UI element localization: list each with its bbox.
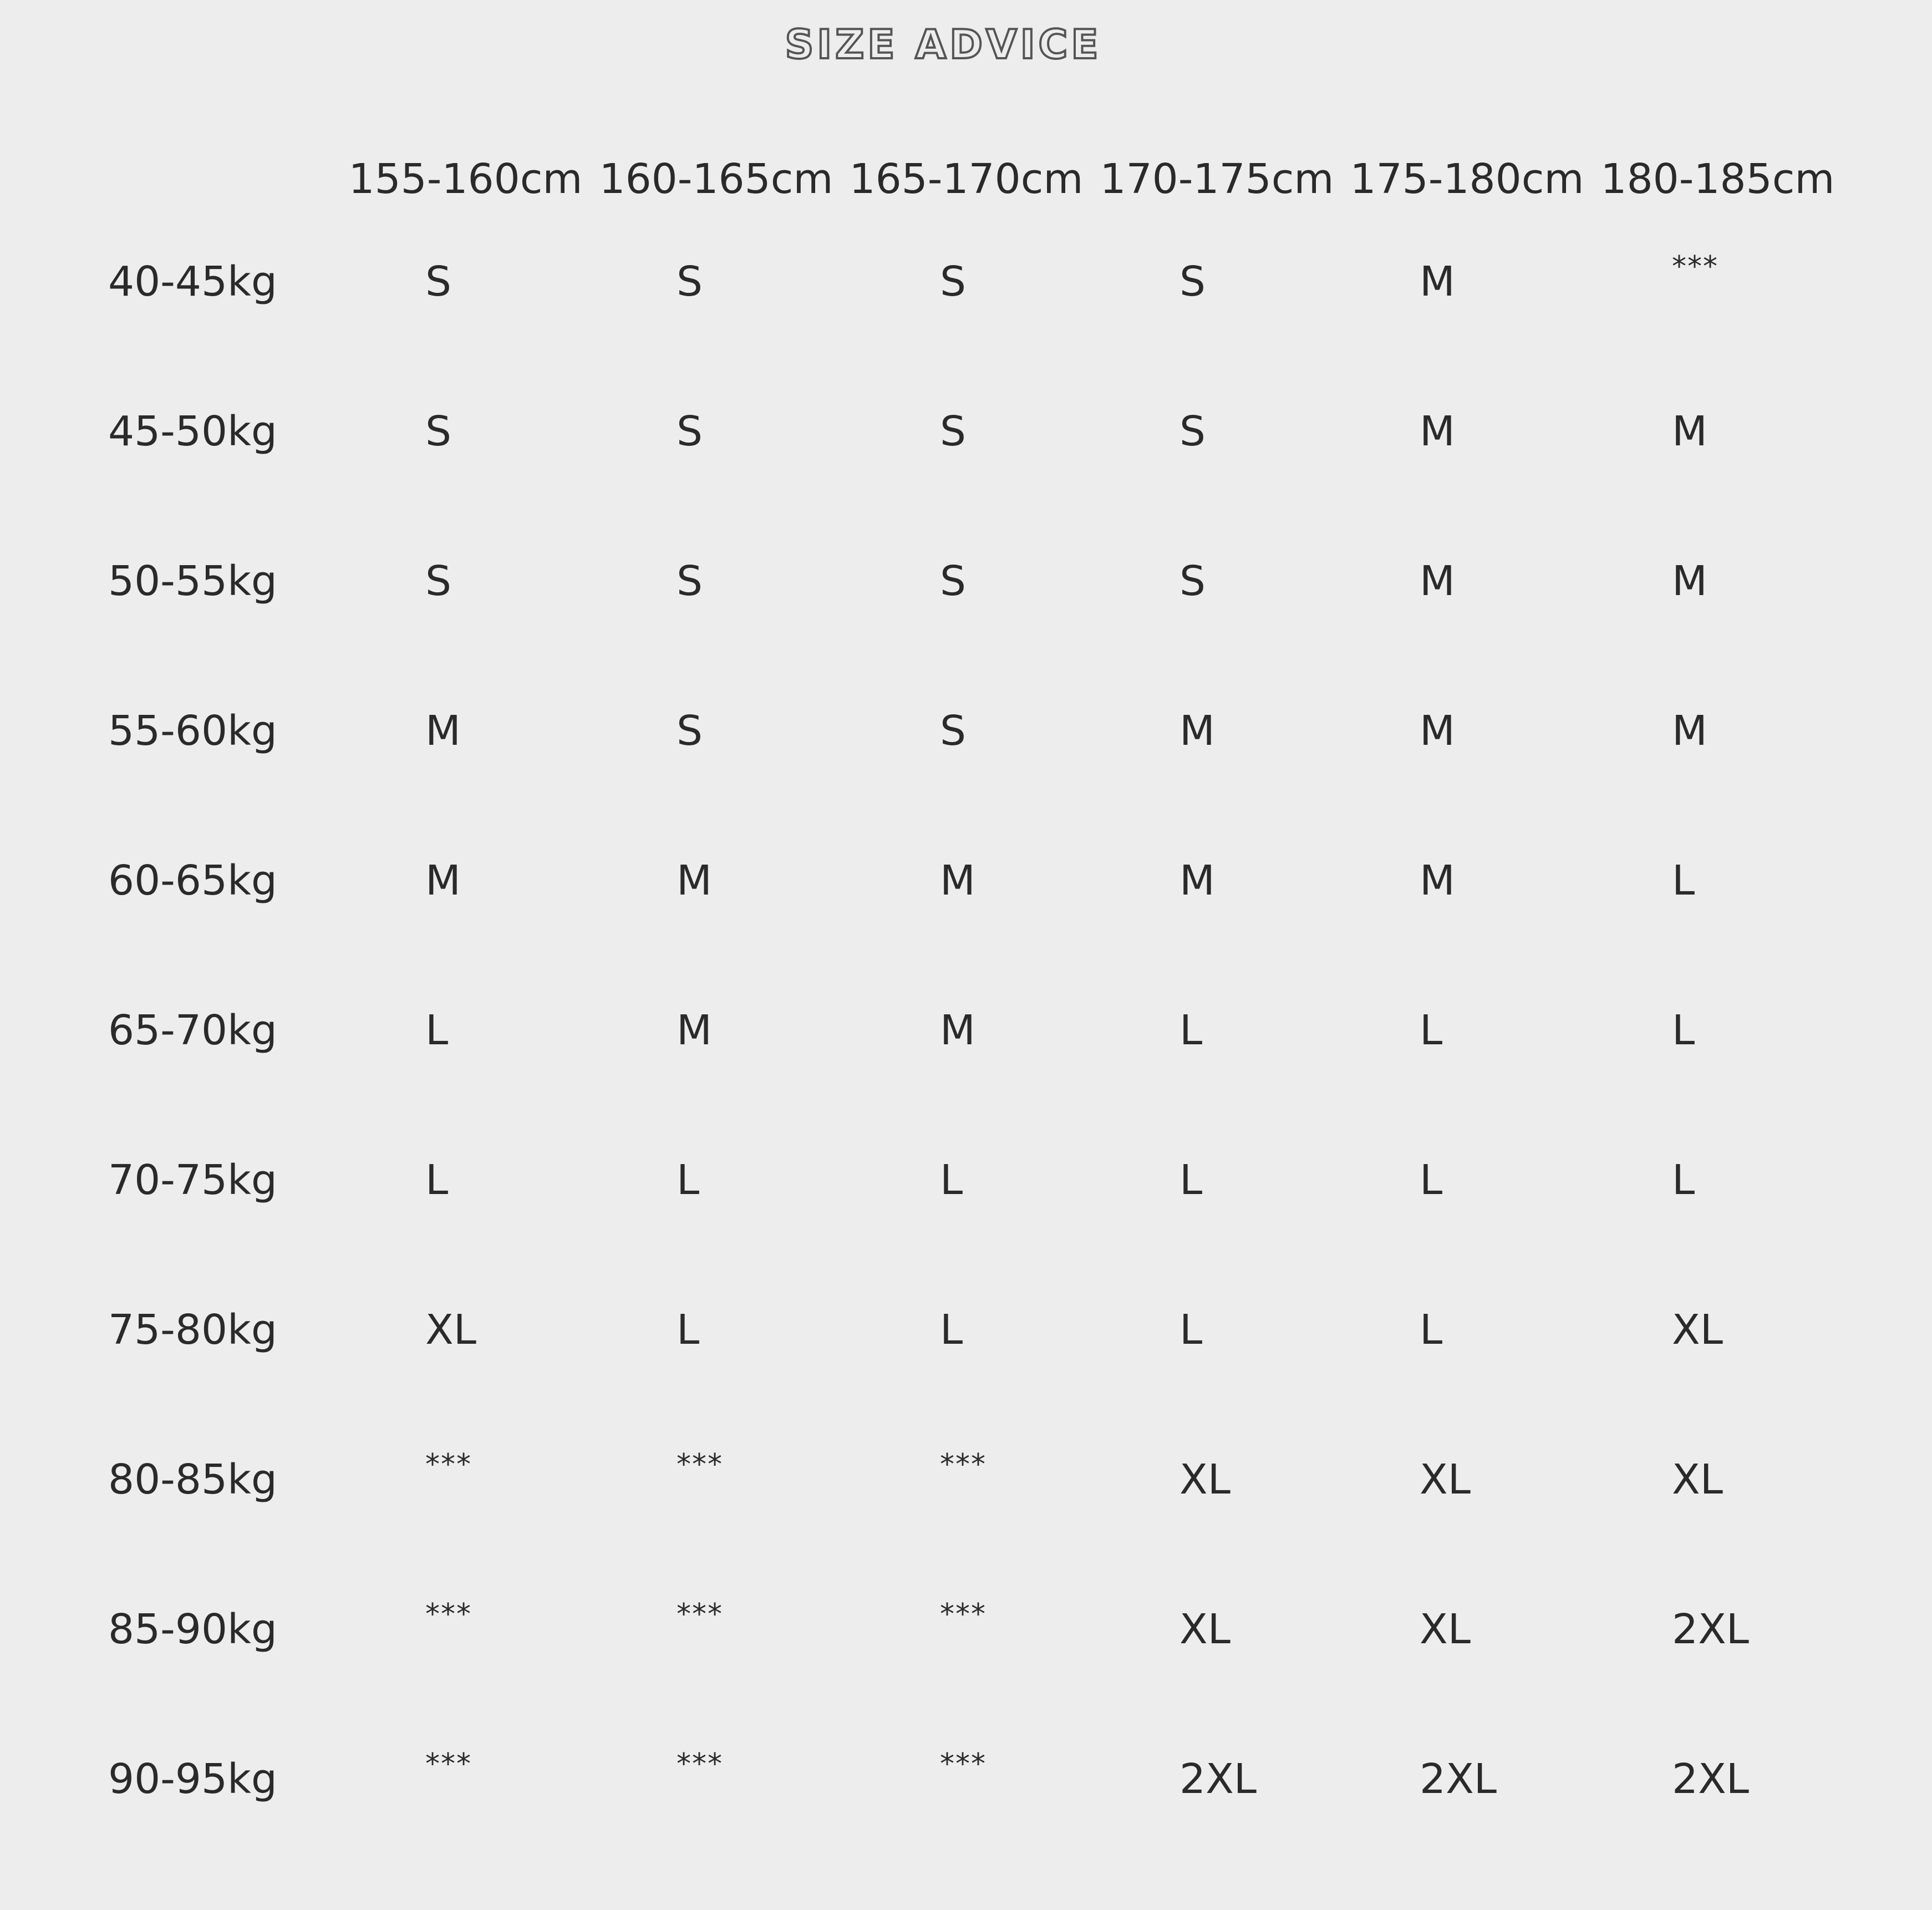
page-title: SIZE ADVICE xyxy=(785,21,1102,68)
table-row xyxy=(0,1007,1932,1073)
row-label: 80-85kg xyxy=(108,1456,277,1503)
size-cell: *** xyxy=(425,1748,472,1781)
size-cell: XL xyxy=(1672,1456,1723,1503)
size-cell: M xyxy=(1672,557,1707,605)
row-label: 45-50kg xyxy=(108,408,277,455)
table-row xyxy=(0,1598,1932,1672)
size-cell: S xyxy=(677,258,703,306)
size-cell: L xyxy=(1179,1007,1203,1054)
size-cell: M xyxy=(677,1007,712,1054)
size-cell: *** xyxy=(677,1598,723,1631)
table-row xyxy=(0,1306,1932,1373)
size-cell: *** xyxy=(1672,250,1719,283)
row-label: 55-60kg xyxy=(108,707,277,755)
size-cell: M xyxy=(1179,707,1215,755)
size-cell: XL xyxy=(1420,1456,1471,1503)
size-cell: S xyxy=(677,408,703,455)
size-cell: S xyxy=(677,557,703,605)
column-header: 165-170cm xyxy=(849,155,1084,203)
column-header: 160-165cm xyxy=(599,155,833,203)
table-row xyxy=(0,1156,1932,1223)
size-cell: L xyxy=(1179,1156,1203,1204)
size-cell: L xyxy=(425,1007,449,1054)
size-cell: 2XL xyxy=(1179,1755,1257,1803)
row-label: 75-80kg xyxy=(108,1306,277,1354)
column-header-row xyxy=(0,155,1932,211)
size-cell: M xyxy=(1672,707,1707,755)
table-row xyxy=(0,250,1932,324)
size-cell: XL xyxy=(1179,1606,1231,1653)
size-cell: L xyxy=(677,1306,700,1354)
size-cell: M xyxy=(1420,408,1455,455)
row-label: 50-55kg xyxy=(108,557,277,605)
size-cell: S xyxy=(940,258,966,306)
row-label: 60-65kg xyxy=(108,857,277,905)
table-row xyxy=(0,857,1932,923)
size-cell: M xyxy=(677,857,712,905)
size-cell: *** xyxy=(940,1598,987,1631)
size-cell: S xyxy=(940,408,966,455)
column-header: 170-175cm xyxy=(1100,155,1334,203)
table-row xyxy=(0,1448,1932,1522)
size-cell: M xyxy=(1179,857,1215,905)
size-cell: S xyxy=(940,707,966,755)
size-cell: L xyxy=(1672,1156,1695,1204)
size-cell: S xyxy=(1179,557,1206,605)
size-cell: L xyxy=(677,1156,700,1204)
size-cell: S xyxy=(1179,258,1206,306)
row-label: 40-45kg xyxy=(108,258,277,306)
size-cell: L xyxy=(1420,1156,1443,1204)
row-label: 70-75kg xyxy=(108,1156,277,1204)
size-cell: XL xyxy=(1672,1306,1723,1354)
size-cell: M xyxy=(425,857,461,905)
size-cell: S xyxy=(940,557,966,605)
size-cell: XL xyxy=(1420,1606,1471,1653)
column-header: 175-180cm xyxy=(1350,155,1584,203)
size-cell: L xyxy=(940,1156,963,1204)
size-cell: L xyxy=(1672,857,1695,905)
size-cell: L xyxy=(1672,1007,1695,1054)
size-cell: 2XL xyxy=(1420,1755,1497,1803)
table-row xyxy=(0,557,1932,624)
size-cell: *** xyxy=(940,1748,987,1781)
row-label: 90-95kg xyxy=(108,1755,277,1803)
size-cell: *** xyxy=(940,1448,987,1481)
size-cell: 2XL xyxy=(1672,1606,1750,1653)
size-cell: *** xyxy=(425,1598,472,1631)
column-header: 155-160cm xyxy=(348,155,583,203)
size-cell: M xyxy=(1420,857,1455,905)
size-cell: M xyxy=(940,857,975,905)
size-cell: M xyxy=(1672,408,1707,455)
size-cell: S xyxy=(425,557,451,605)
table-row xyxy=(0,1748,1932,1822)
column-header: 180-185cm xyxy=(1600,155,1835,203)
size-cell: S xyxy=(425,258,451,306)
size-cell: M xyxy=(940,1007,975,1054)
size-cell: S xyxy=(1179,408,1206,455)
size-cell: *** xyxy=(425,1448,472,1481)
size-cell: *** xyxy=(677,1748,723,1781)
size-cell: M xyxy=(1420,557,1455,605)
size-cell: M xyxy=(1420,258,1455,306)
table-row xyxy=(0,408,1932,474)
table-row xyxy=(0,707,1932,774)
size-cell: L xyxy=(1179,1306,1203,1354)
row-label: 65-70kg xyxy=(108,1007,277,1054)
size-cell: XL xyxy=(1179,1456,1231,1503)
size-cell: L xyxy=(940,1306,963,1354)
size-cell: S xyxy=(425,408,451,455)
size-cell: M xyxy=(1420,707,1455,755)
size-cell: *** xyxy=(677,1448,723,1481)
row-label: 85-90kg xyxy=(108,1606,277,1653)
size-cell: 2XL xyxy=(1672,1755,1750,1803)
size-cell: L xyxy=(425,1156,449,1204)
size-cell: S xyxy=(677,707,703,755)
size-cell: L xyxy=(1420,1007,1443,1054)
size-cell: M xyxy=(425,707,461,755)
size-cell: L xyxy=(1420,1306,1443,1354)
size-cell: XL xyxy=(425,1306,476,1354)
